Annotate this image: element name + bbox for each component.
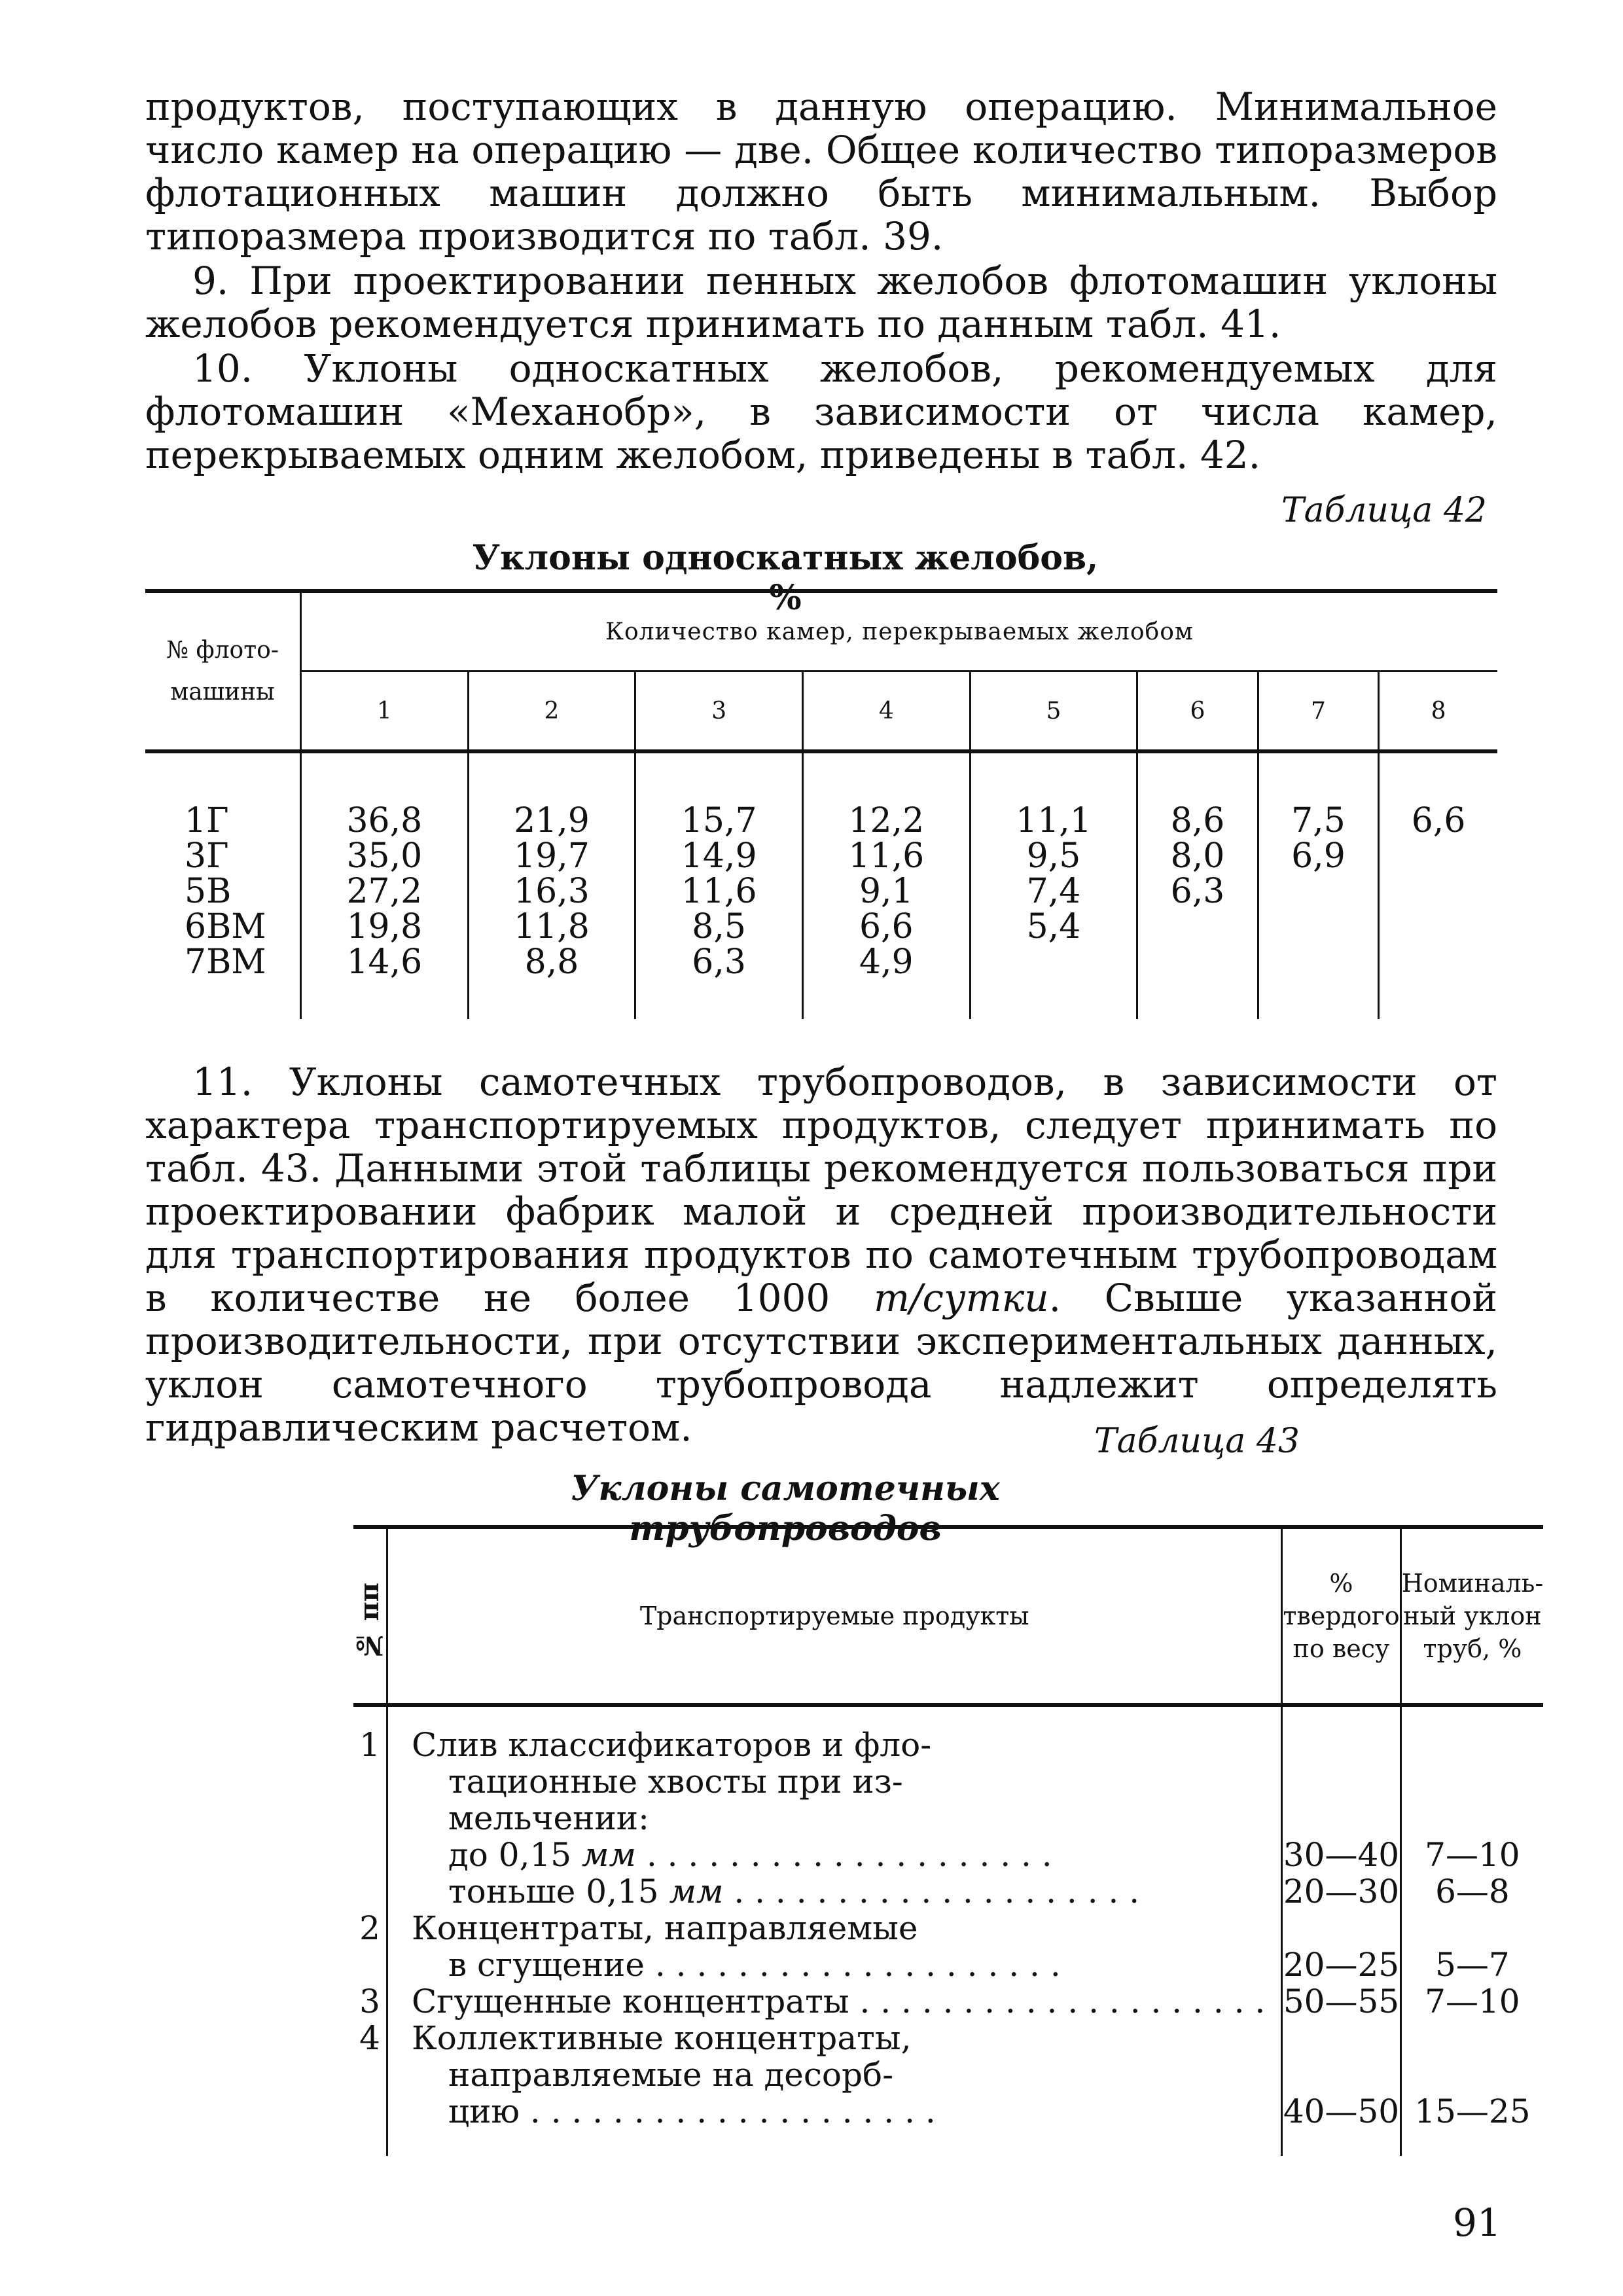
machine-column: 1Г 3Г 5В 6ВМ 7ВМ xyxy=(145,751,301,1019)
table-42-stub-header: № флото- машины xyxy=(145,591,301,751)
table-row xyxy=(353,1705,1543,2156)
value-column: 6,6 xyxy=(1379,751,1497,1019)
table-42-title: Уклоны односкатных желобов, % xyxy=(472,538,1099,618)
col-header: 5 xyxy=(970,672,1137,752)
col-header: 6 xyxy=(1137,672,1258,752)
paragraph-10: 10. Уклоны односкатных желобов, рекомендуемых для флотомашин «Механобр», в зависимости от числа камер, перекрываемых одним желобом, приведены в табл. 42. xyxy=(145,346,1497,477)
table-43 xyxy=(353,1525,1543,2156)
col-header: 4 xyxy=(802,672,970,752)
value-column: 15,7 14,9 11,6 8,5 6,3 xyxy=(635,751,803,1019)
table-42-caption: Таблица 42 xyxy=(1281,491,1488,530)
table-43-caption: Таблица 43 xyxy=(1094,1422,1300,1461)
col-header: 7 xyxy=(1258,672,1378,752)
table-row xyxy=(145,751,1497,1019)
pct-header: % твердого по весу xyxy=(1282,1527,1400,1705)
slope-header: Номиналь- ный уклон труб, % xyxy=(1400,1527,1543,1705)
product-header: Транспортируемые продукты xyxy=(387,1527,1282,1705)
slope-column: 7—10 6—8 5—7 7—10 15—25 xyxy=(1400,1705,1543,2156)
col-header: 3 xyxy=(635,672,803,752)
paragraph-top: продуктов, поступающих в данную операцию. Минимальное число камер на операцию — две. Общее количество типоразмеров флотационных машин должно быть минимальным. Выбор типоразмера производится по табл. 39. xyxy=(145,84,1497,259)
table-42 xyxy=(145,589,1497,1019)
value-column: 36,8 35,0 27,2 19,8 14,6 xyxy=(301,751,469,1019)
unit-text: т/сутки xyxy=(873,1276,1049,1320)
value-column: 7,5 6,9 xyxy=(1258,751,1378,1019)
page-number: 91 xyxy=(1453,2200,1501,2245)
col-header: 1 xyxy=(301,672,469,752)
paragraph-11: 11. Уклоны самотечных трубопроводов, в зависимости от характера транспортируемых продуктов, следует принимать по табл. 43. Данными этой таблицы рекомендуется пользоваться при проектировании фабрик малой и средней производительности для транспортирования продуктов по самотечным трубопроводам в количестве не более 1000 т/сутки. Свыше указанной производительности, при отсутствии экспериментальных данных, уклон самотечного трубопровода надлежит определять гидравлическим расчетом. xyxy=(145,1060,1497,1450)
value-column: 12,2 11,6 9,1 6,6 4,9 xyxy=(802,751,970,1019)
no-header: № пп xyxy=(353,1527,387,1705)
value-column: 11,1 9,5 7,4 5,4 xyxy=(970,751,1137,1019)
product-column: Слив классификаторов и фло- тационные хвосты при из- мельчении: до 0,15 мм . . . тоньше 0,15 мм . . . Концентраты, направляемые в сгущение . . . Сгущенные концентраты . . . Коллективные концентраты, направляемые на десорб- цию . . . xyxy=(387,1705,1282,2156)
no-column: 1 2 3 4 xyxy=(353,1705,387,2156)
col-header: 8 xyxy=(1379,672,1497,752)
paragraph-9: 9. При проектировании пенных желобов флотомашин уклоны желобов рекомендуется принимать по данным табл. 41. xyxy=(145,259,1497,346)
value-column: 8,6 8,0 6,3 xyxy=(1137,751,1258,1019)
pct-column: 30—40 20—30 20—25 50—55 40—50 xyxy=(1282,1705,1400,2156)
table-42-group-header: Количество камер, перекрываемых желобом xyxy=(301,591,1498,672)
col-header: 2 xyxy=(468,672,635,752)
value-column: 21,9 19,7 16,3 11,8 8,8 xyxy=(468,751,635,1019)
table-43-title: Уклоны самотечных трубопроводов xyxy=(571,1469,1000,1549)
